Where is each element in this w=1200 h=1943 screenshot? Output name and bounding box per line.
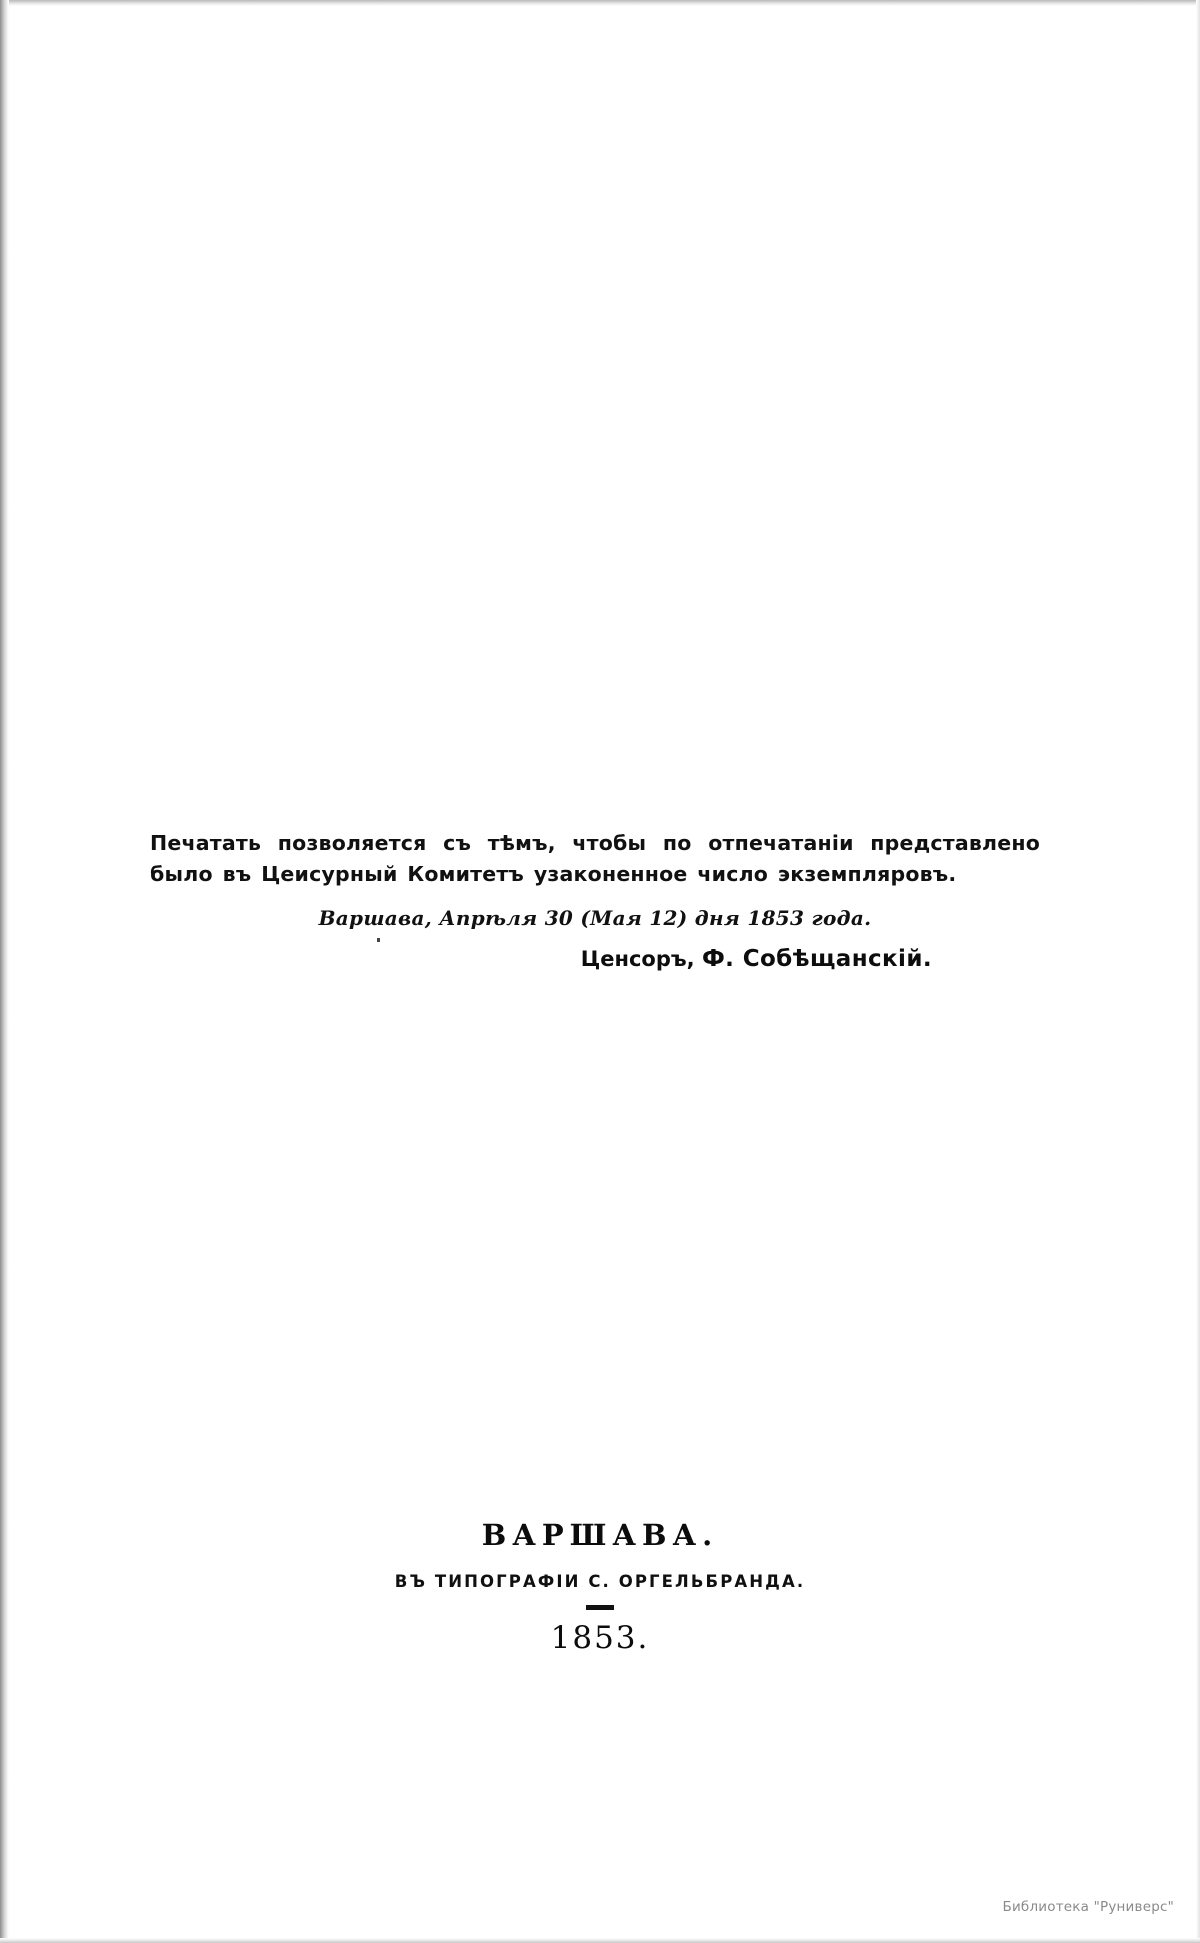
imprint-city: ВАРШАВА. <box>481 1518 719 1552</box>
censor-signature-name: Ф. Собѣщанскiй. <box>701 946 932 972</box>
censor-signature-label: Ценсоръ, <box>580 947 695 971</box>
imprint-printer: ВЪ ТИПОГРАФIИ С. ОРГЕЛЬБРАНДА. <box>394 1572 806 1591</box>
imprint-block <box>0 1518 1200 1656</box>
imprint-year: 1853. <box>550 1620 650 1656</box>
ink-speck <box>377 938 380 942</box>
library-watermark: Библиотека "Руниверс" <box>1002 1899 1174 1915</box>
censor-place-date: Варшава, Апрѣля 30 (Мая 12) дня 1853 года. <box>318 906 872 930</box>
censor-permission-text: Печатать позволяется съ тѣмъ, чтобы по отпечатанiи представлено было въ Цеисурный Комитетъ узаконенное число экземпляровъ. <box>150 831 1040 886</box>
censor-permission-block <box>150 828 1040 972</box>
censor-signature <box>150 946 1040 972</box>
scan-edge-bottom <box>0 1938 1200 1943</box>
scan-edge-top <box>0 0 1200 6</box>
imprint-divider <box>586 1605 614 1610</box>
